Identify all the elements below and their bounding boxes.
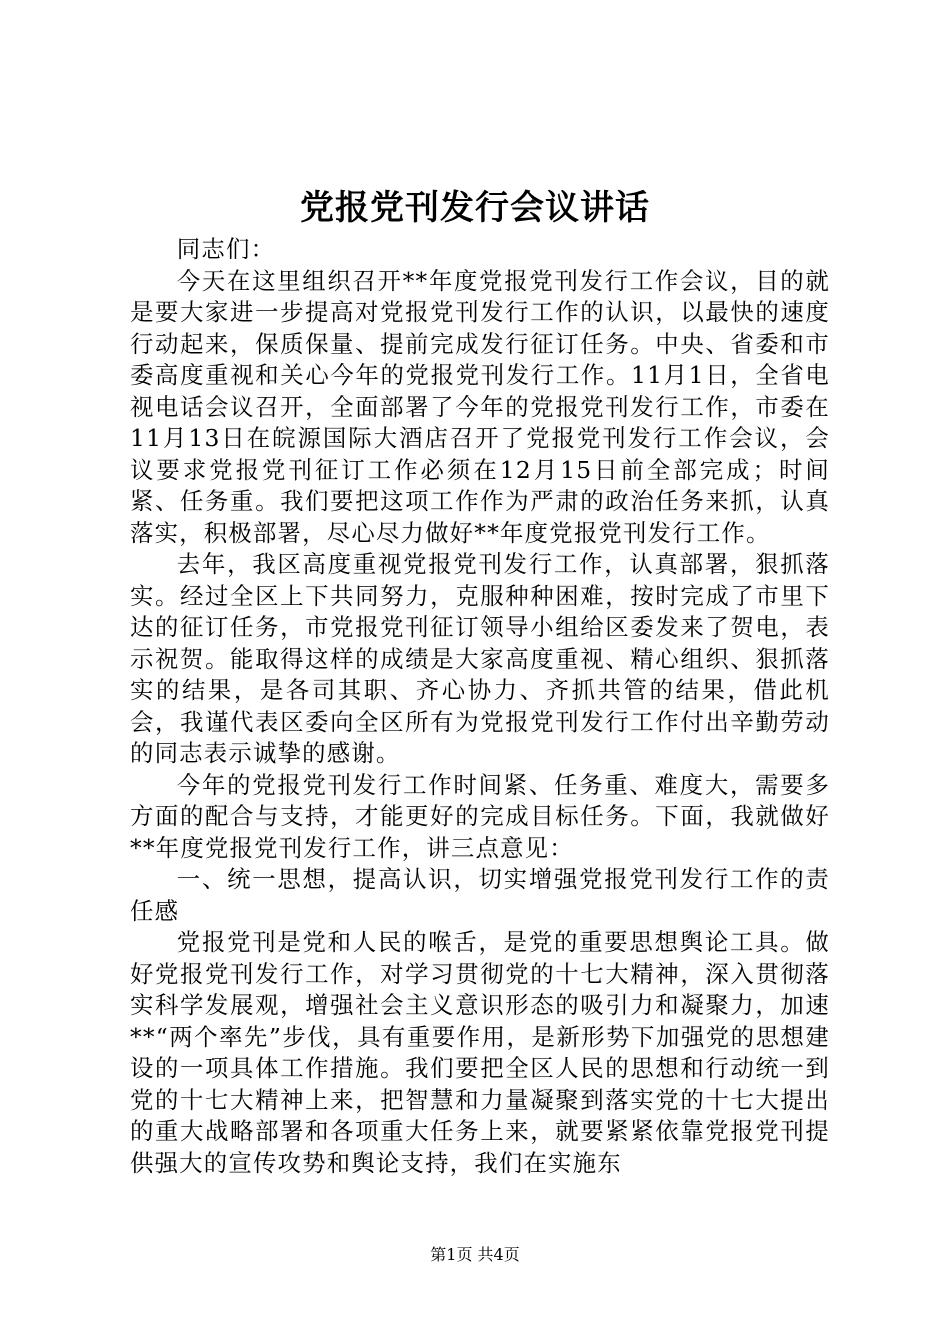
salutation: 同志们：: [176, 235, 276, 263]
paragraph: 今年的党报党刊发行工作时间紧、任务重、难度大，需要多方面的配合与支持，才能更好的完成目标任务。下面，我就做好**年度党报党刊发行工作，讲三点意见：: [130, 770, 830, 862]
paragraph: 今天在这里组织召开**年度党报党刊发行工作会议，目的就是要大家进一步提高对党报党刊发行工作的认识，以最快的速度行动起来，保质保量、提前完成发行征订任务。中央、省委和市委高度重视和关心今年的党报党刊发行工作。11月1日，全省电视电话会议召开，全面部署了今年的党报党刊发行工作，市委在11月13日在皖源国际大酒店召开了党报党刊发行工作会议，会议要求党报党刊征订工作必须在12月15日前全部完成；时间紧、任务重。我们要把这项工作作为严肃的政治任务来抓，认真落实，积极部署，尽心尽力做好**年度党报党刊发行工作。: [130, 266, 830, 547]
paragraph: 去年，我区高度重视党报党刊发行工作，认真部署，狠抓落实。经过全区上下共同努力，克服种种困难，按时完成了市里下达的征订任务，市党报党刊征订领导小组给区委发来了贺电，表示祝贺。能取得这样的成绩是大家高度重视、精心组织、狠抓落实的结果，是各司其职、齐心协力、齐抓共管的结果，借此机会，我谨代表区委向全区所有为党报党刊发行工作付出辛勤劳动的同志表示诚挚的感谢。: [130, 550, 830, 767]
section-heading: 一、统一思想，提高认识，切实增强党报党刊发行工作的责任感: [130, 865, 830, 925]
document-body: [130, 234, 830, 1179]
paragraph: 党报党刊是党和人民的喉舌，是党的重要思想舆论工具。做好党报党刊发行工作，对学习贯彻党的十七大精神，深入贯彻落实科学发展观，增强社会主义意识形态的吸引力和凝聚力，加速**“两个率先”步伐，具有重要作用，是新形势下加强党的思想建设的一项具体工作措施。我们要把全区人民的思想和行动统一到党的十七大精神上来，把智慧和力量凝聚到落实党的十七大提出的重大战略部署和各项重大任务上来，就要紧紧依靠党报党刊提供强大的宣传攻势和舆论支持，我们在实施东: [130, 928, 830, 1177]
page-number-footer: 第1页 共4页: [430, 1245, 520, 1264]
page-title: 党报党刊发行会议讲话: [300, 188, 650, 228]
